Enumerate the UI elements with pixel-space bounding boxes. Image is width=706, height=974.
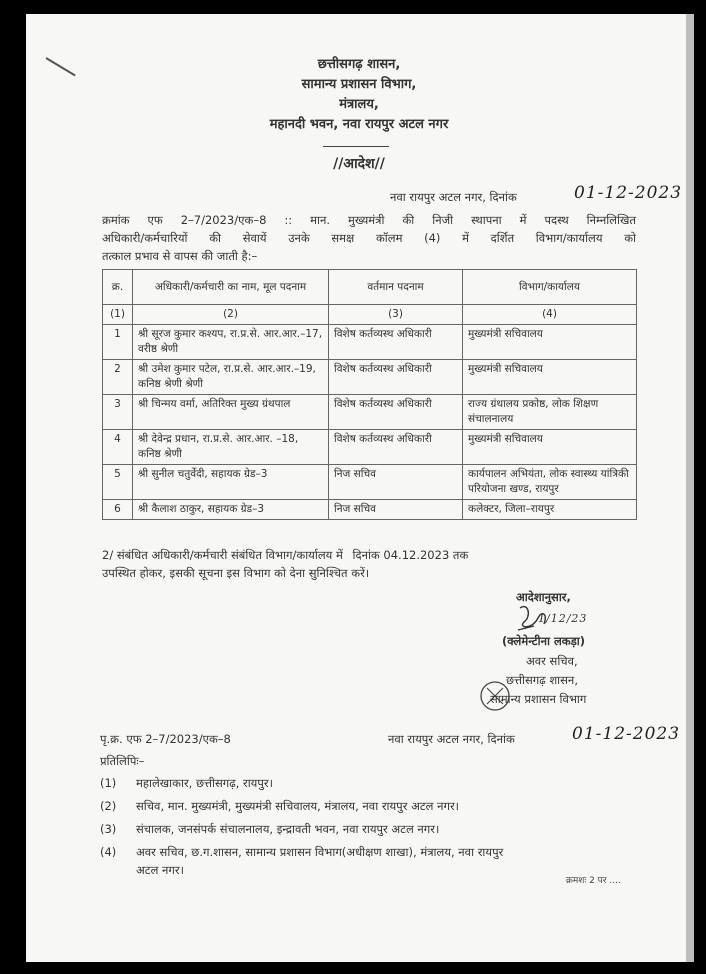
row-designation: निज सचिव — [329, 500, 463, 520]
header-ministry: मंत्रालय, — [339, 97, 379, 112]
copy-number: (1) — [100, 776, 117, 790]
intro-line-1: क्रमांक एफ 2–7/2023/एक–8 :: मान. मुख्यमंत्री की निजी स्थापना में पदस्थ निम्नलिखित — [102, 213, 636, 227]
reporting-date: दिनांक 04.12.2023 तक — [352, 548, 469, 562]
row-officer-name: श्री उमेश कुमार पटेल, रा.प्र.से. आर.आर.–19, कनिष्ठ श्रेणी श्रेणी — [133, 360, 329, 395]
row-designation: विशेष कर्तव्यस्थ अधिकारी — [329, 395, 463, 430]
endorsement-ref: पृ.क्र. एफ 2–7/2023/एक–8 — [100, 732, 231, 746]
row-designation: विशेष कर्तव्यस्थ अधिकारी — [329, 325, 463, 360]
row-officer-name: श्री सूरज कुमार कश्यप, रा.प्र.से. आर.आर.–17, वरीष्ठ श्रेणी — [133, 325, 329, 360]
endorsement-date: 01-12-2023 — [572, 724, 681, 744]
continued-note: क्रमशः 2 पर .... — [566, 876, 621, 886]
row-designation: विशेष कर्तव्यस्थ अधिकारी — [329, 360, 463, 395]
document-page — [26, 14, 692, 962]
row-serial: 2 — [103, 360, 133, 395]
row-officer-name: श्री देवेन्द्र प्रधान, रा.प्र.से. आर.आर. –18, कनिष्ठ श्रेणी — [133, 430, 329, 465]
row-serial: 1 — [103, 325, 133, 360]
intro-line-2: अधिकारी/कर्मचारियों की सेवायें उनके समक्ष कॉलम (4) में दर्शित विभाग/कार्यालय को — [102, 231, 636, 245]
header-government: छत्तीसगढ़ शासन, — [317, 57, 401, 72]
row-office: कार्यपालन अभियंता, लोक स्वास्थ्य यांत्रिकी परियोजना खण्ड, रायपुर — [463, 465, 637, 500]
para2-line-2: उपस्थित होकर, इसकी सूचना इस विभाग को देना सुनिश्चित करें। — [102, 566, 370, 580]
header-address: महानदी भवन, नवा रायपुर अटल नगर — [269, 117, 449, 132]
copy-recipient: संचालक, जनसंपर्क संचालनालय, इन्द्रावती भवन, नवा रायपुर अटल नगर। — [136, 822, 440, 836]
row-officer-name: श्री कैलाश ठाकुर, सहायक ग्रेड–3 — [133, 500, 329, 520]
copy-recipient-cont: अटल नगर। — [136, 863, 184, 877]
table-row — [103, 430, 637, 465]
order-by: आदेशानुसार, — [516, 590, 571, 604]
header-department: सामान्य प्रशासन विभाग, — [301, 77, 417, 92]
row-designation: निज सचिव — [329, 465, 463, 500]
table-row — [103, 360, 637, 395]
page-edge — [686, 14, 694, 962]
table-row — [103, 325, 637, 360]
header-divider — [323, 146, 389, 147]
table-row — [103, 465, 637, 500]
row-serial: 3 — [103, 395, 133, 430]
signatory-government: छत्तीसगढ़ शासन, — [506, 673, 578, 687]
row-officer-name: श्री चिन्मय वर्मा, अतिरिक्त मुख्य ग्रंथपाल — [133, 395, 329, 430]
endorsement-place: नवा रायपुर अटल नगर, दिनांक — [388, 732, 515, 746]
row-serial: 6 — [103, 500, 133, 520]
row-officer-name: श्री सुनील चतुर्वेदी, सहायक ग्रेड–3 — [133, 465, 329, 500]
row-office: मुख्यमंत्री सचिवालय — [463, 325, 637, 360]
para2-line-1 — [102, 548, 468, 563]
col-header-designation: वर्तमान पदनाम — [329, 270, 463, 305]
copy-to-label: प्रतिलिपिः– — [100, 754, 145, 768]
signatory-department: सामान्य प्रशासन विभाग — [490, 692, 587, 706]
order-title: //आदेश// — [333, 156, 385, 172]
table-colnum-row — [103, 305, 637, 325]
row-serial: 5 — [103, 465, 133, 500]
signatory-name: (क्लेमेन्टीना लकड़ा) — [502, 634, 585, 648]
table-header-row — [103, 270, 637, 305]
row-office: मुख्यमंत्री सचिवालय — [463, 360, 637, 395]
intro-line-3: तत्काल प्रभाव से वापस की जाती है:– — [102, 249, 258, 263]
col-header-office: विभाग/कार्यालय — [463, 270, 637, 305]
copy-number: (4) — [100, 845, 117, 859]
para2-text: 2/ संबंधित अधिकारी/कर्मचारी संबंधित विभाग/कार्यालय में — [102, 548, 343, 562]
dateline-date: 01-12-2023 — [574, 183, 683, 203]
officers-table — [102, 269, 637, 520]
copy-recipient: सचिव, मान. मुख्यमंत्री, मुख्यमंत्री सचिवालय, मंत्रालय, नवा रायपुर अटल नगर। — [136, 799, 460, 813]
col-header-name: अधिकारी/कर्मचारी का नाम, मूल पदनाम — [133, 270, 329, 305]
copy-number: (3) — [100, 822, 117, 836]
copy-number: (2) — [100, 799, 117, 813]
table-row — [103, 395, 637, 430]
col-number: (4) — [463, 305, 637, 325]
col-header-serial: क्र. — [103, 270, 133, 305]
row-office: मुख्यमंत्री सचिवालय — [463, 430, 637, 465]
signatory-designation: अवर सचिव, — [526, 654, 578, 668]
dateline-place: नवा रायपुर अटल नगर, दिनांक — [390, 190, 517, 204]
col-number: (2) — [133, 305, 329, 325]
col-number: (1) — [103, 305, 133, 325]
row-office: राज्य ग्रंथालय प्रकोष्ठ, लोक शिक्षण संचालनालय — [463, 395, 637, 430]
copy-recipient: अवर सचिव, छ.ग.शासन, सामान्य प्रशासन विभाग(अधीक्षण शाखा), मंत्रालय, नवा रायपुर — [136, 845, 504, 859]
row-serial: 4 — [103, 430, 133, 465]
col-number: (3) — [329, 305, 463, 325]
row-office: कलेक्टर, जिला–रायपुर — [463, 500, 637, 520]
copy-recipient: महालेखाकार, छत्तीसगढ़, रायपुर। — [136, 776, 273, 790]
row-designation: विशेष कर्तव्यस्थ अधिकारी — [329, 430, 463, 465]
signature-date: 1/12/23 — [538, 612, 588, 625]
table-row — [103, 500, 637, 520]
